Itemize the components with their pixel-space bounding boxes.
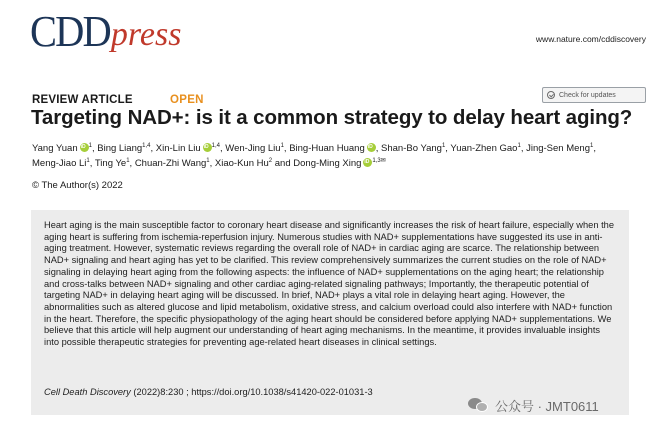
affiliation-marker: 1 [280,142,284,149]
affiliation-marker: 1 [126,157,130,164]
abstract-box [31,210,629,415]
author-name[interactable] [97,143,150,154]
copyright-notice: © The Author(s) 2022 [32,180,123,191]
affiliation-marker: 1,3✉ [372,157,386,164]
citation-details[interactable]: (2022)8:230 ; https://doi.org/10.1038/s41420-022-01031-3 [130,387,373,397]
affiliation-marker: 1 [86,157,90,164]
logo-sub-text: press [110,16,182,53]
author-name-text: Dong-Ming Xing [293,158,362,169]
article-type: REVIEW ARTICLE [32,94,133,106]
author-name-text: Chuan-Zhi Wang [134,158,207,169]
author-name[interactable] [381,143,445,154]
author-name-text: Wen-Jing Liu [225,143,281,154]
watermark [468,396,599,415]
author-name-text: Shan-Bo Yang [381,143,442,154]
publisher-logo [30,8,181,54]
affiliation-marker: 1 [590,142,594,149]
author-name[interactable] [289,143,376,154]
orcid-icon[interactable] [80,143,89,152]
author-name-text: Meng-Jiao Li [32,158,87,169]
author-name[interactable] [293,158,386,169]
orcid-icon[interactable] [203,143,212,152]
author-conjunction: and [274,158,291,169]
author-name[interactable] [95,158,130,169]
author-name[interactable] [32,143,92,154]
check-updates-icon [547,91,555,99]
author-name-text: Xin-Lin Liu [155,143,201,154]
author-name[interactable] [450,143,520,154]
watermark-text: 公众号 · JMT0611 [495,399,599,414]
author-name-text: Bing Liang [97,143,143,154]
wechat-icon [468,397,490,414]
affiliation-marker: 2 [268,157,273,164]
orcid-icon[interactable] [367,143,376,152]
affiliation-marker: 1 [441,142,446,149]
citation [44,387,373,397]
affiliation-marker: 1,4 [142,142,151,149]
check-updates-button[interactable] [542,87,646,103]
affiliation-marker: 1 [206,157,210,164]
abstract-text: Heart aging is the main susceptible factor to coronary heart disease and significantly increases the risk of heart failure, especially when the aging heart is suffering from ischemia-reperfusion injury. Numerous studies with NAD+ supplementations have suggested its use in anti-aging treatment. However, systematic reviews regarding the overall role of NAD+ in cardiac aging are scarce. The relationship between NAD+ signaling and heart aging has yet to be clarified. This review comprehensively summarizes the current studies on the role of NAD+ signaling in delaying heart aging from the following aspects: the influence of NAD+ supplementations on the aging heart; the relationship and cross-talks between NAD+ signaling and other cardiac aging-related signaling pathways; Importantly, the therapeutic potential of targeting NAD+ in delaying heart aging will be discussed. In brief, NAD+ plays a vital role in delaying heart aging. However, the abnormalities such as altered glucose and lipid metabolism, oxidative stress, and calcium overload could also interfere with NAD+ function in the heart. Therefore, the specific physiopathology of the aging heart should be considered before applying NAD+ supplementations. We believe that this article will help augment our understanding of heart aging mechanisms. In the meantime, it provides invaluable insights into possible therapeutic strategies for preventing age-related heart diseases in clinical settings. [44,220,614,348]
author-name[interactable] [215,158,272,169]
author-name[interactable] [156,143,220,154]
author-name-text: Xiao-Kun Hu [214,158,269,169]
orcid-icon[interactable] [363,158,372,167]
author-name[interactable] [135,158,210,169]
journal-url-link[interactable]: www.nature.com/cddiscovery [535,34,646,44]
affiliation-marker: 1 [88,142,92,149]
author-name[interactable] [225,143,284,154]
author-name[interactable] [526,143,593,154]
author-name-text: Jing-Sen Meng [526,143,590,154]
author-name-text: Yuan-Zhen Gao [450,143,518,154]
article-title: Targeting NAD+: is it a common strategy to delay heart aging? [31,106,633,129]
logo-main-text: CDD [30,7,110,56]
author-name-text: Yang Yuan [32,143,78,154]
check-updates-label: Check for updates [559,91,616,99]
author-list: Yang YuaniD $^1$, Bing Liang$^{1,4}$, Xin-Lin LiuiD $^{1,4}$, Wen-Jing Liu$^1$, Bing-Huan HuangiD , Shan-Bo Yang$^1$, Yuan-Zhen Gao$^1$, Jing-Sen Meng$^1$, Meng-Jiao Li$^1$, Ting Ye$^1$, Chuan-Zhi Wang$^1$, Xiao-Kun Hu$^2$ and Dong-Ming XingiD $^{1,3✉}$ [32,141,642,171]
author-name[interactable] [32,158,90,169]
author-name-text: Bing-Huan Huang [289,143,365,154]
citation-journal: Cell Death Discovery [44,387,131,397]
affiliation-marker: 1 [517,142,521,149]
affiliation-marker: 1,4 [211,142,221,149]
author-name-text: Ting Ye [94,158,127,169]
open-access-label: OPEN [170,94,204,106]
